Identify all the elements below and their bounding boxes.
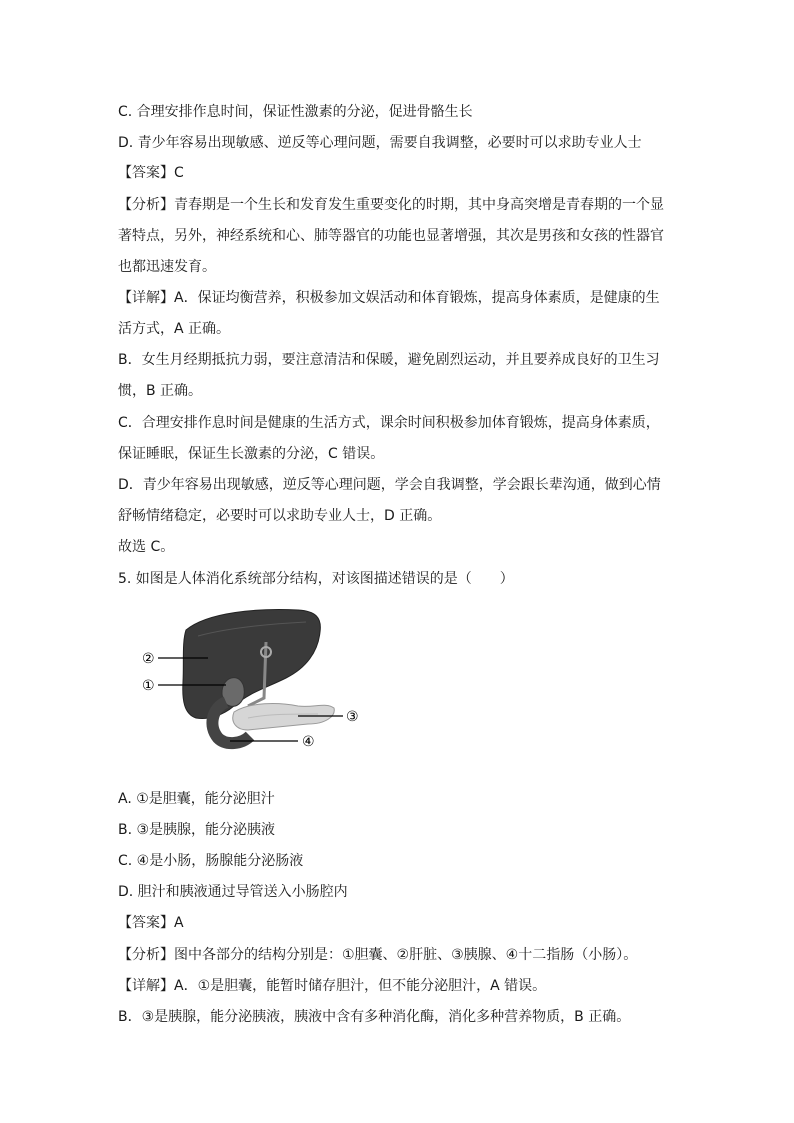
label-4: ④ <box>302 734 315 750</box>
option-d-line: D. 青少年容易出现敏感、逆反等心理问题，需要自我调整，必要时可以求助专业人士 <box>118 135 642 151</box>
answer-line-2: 【答案】A <box>118 915 184 931</box>
analysis-line: 【分析】青春期是一个生长和发育发生重要变化的时期，其中身高突增是青春期的一个显 <box>118 197 664 213</box>
option-b: B. ③是胰腺，能分泌胰液 <box>118 822 276 838</box>
analysis-line: 也都迅速发育。 <box>118 259 216 275</box>
label-3: ③ <box>346 709 359 725</box>
conclusion-line: 故选 C。 <box>118 539 175 555</box>
option-a: A. ①是胆囊，能分泌胆汁 <box>118 791 275 807</box>
explanation-line: 【详解】A．保证均衡营养，积极参加文娱活动和体育锻炼，提高身体素质，是健康的生 <box>118 290 660 306</box>
explanation-line: 舒畅情绪稳定，必要时可以求助专业人士，D 正确。 <box>118 508 442 524</box>
liver-shape <box>183 610 321 719</box>
explanation-line: C．合理安排作息时间是健康的生活方式，课余时间积极参加体育锻炼，提高身体素质， <box>118 415 660 431</box>
label-1: ① <box>142 678 155 694</box>
explanation-line-2: B．③是胰腺，能分泌胰液，胰液中含有多种消化酶，消化多种营养物质，B 正确。 <box>118 1009 631 1025</box>
explanation-line: B．女生月经期抵抗力弱，要注意清洁和保暖，避免剧烈运动，并且要养成良好的卫生习 <box>118 352 660 368</box>
explanation-line-2: 【详解】A．①是胆囊，能暂时储存胆汁，但不能分泌胆汁，A 错误。 <box>118 978 547 994</box>
answer-line: 【答案】C <box>118 165 184 181</box>
option-c: C. ④是小肠，肠腺能分泌肠液 <box>118 853 304 869</box>
option-d: D. 胆汁和胰液通过导管送入小肠腔内 <box>118 884 348 900</box>
analysis-line: 著特点，另外，神经系统和心、肺等器官的功能也显著增强，其次是男孩和女孩的性器官 <box>118 228 664 244</box>
question-5-stem: 5. 如图是人体消化系统部分结构，对该图描述错误的是（ ） <box>118 571 514 587</box>
digestive-system-figure <box>138 602 368 762</box>
option-c-line: C. 合理安排作息时间，保证性激素的分泌，促进骨骼生长 <box>118 104 473 120</box>
explanation-line: 保证睡眠，保证生长激素的分泌，C 错误。 <box>118 446 385 462</box>
explanation-line: 惯，B 正确。 <box>118 383 203 399</box>
label-2: ② <box>142 651 155 667</box>
explanation-line: D．青少年容易出现敏感，逆反等心理问题，学会自我调整，学会跟长辈沟通，做到心情 <box>118 477 661 493</box>
pancreas-shape <box>233 704 334 730</box>
analysis-line-2: 【分析】图中各部分的结构分别是：①胆囊、②肝脏、③胰腺、④十二指肠（小肠）。 <box>118 947 638 963</box>
explanation-line: 活方式，A 正确。 <box>118 321 231 337</box>
